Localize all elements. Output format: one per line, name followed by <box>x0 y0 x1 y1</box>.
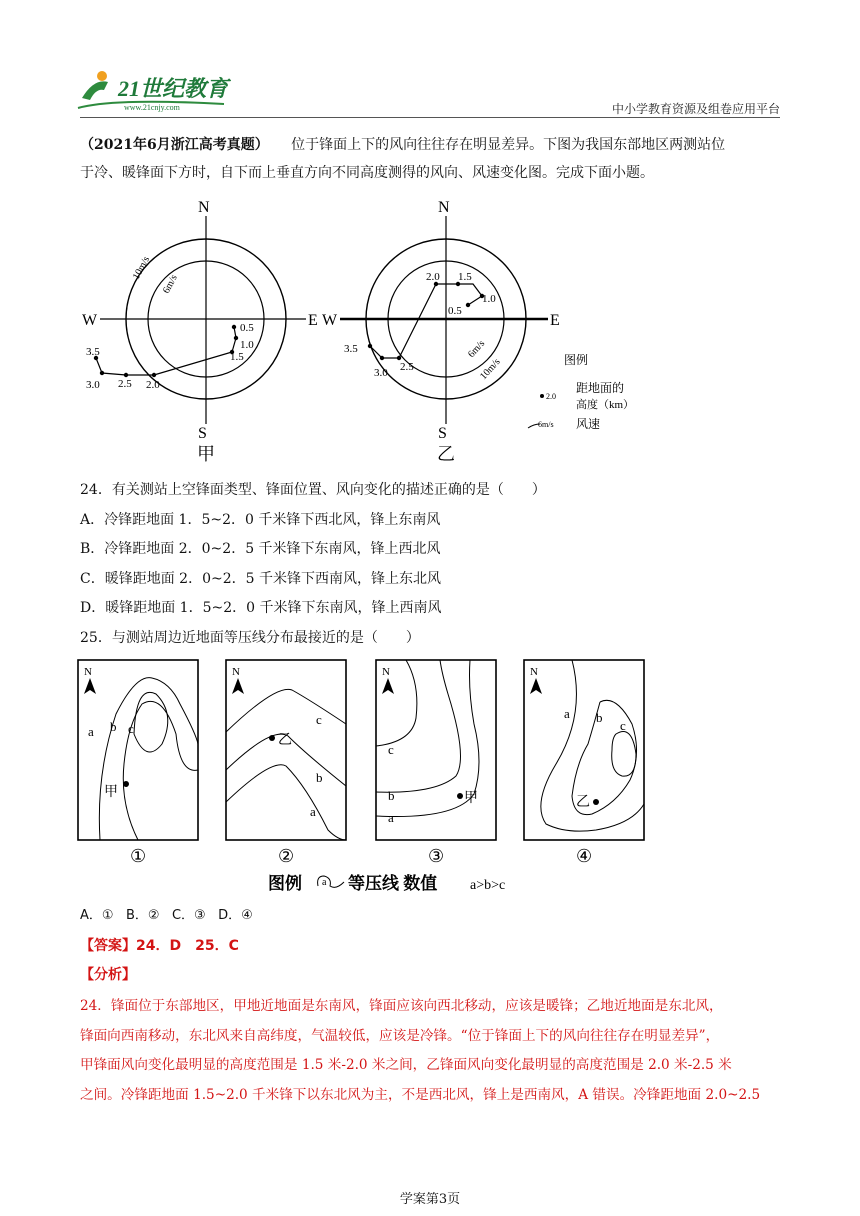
yi-e-label: E <box>550 312 560 329</box>
q24-option-a[interactable]: A．冷锋距地面 1．5~2．0 千米锋下西北风，锋上东南风 <box>80 511 441 528</box>
svg-text:b: b <box>110 719 117 734</box>
wind-legend <box>528 352 634 431</box>
svg-text:a>b>c: a>b>c <box>470 878 506 893</box>
q24-stem: 24．有关测站上空锋面类型、锋面位置、风向变化的描述正确的是（ ） <box>80 482 546 498</box>
svg-text:b: b <box>596 710 603 725</box>
analysis-line-3: 甲锋面风向变化最明显的高度范围是 1.5 米-2.0 米之间，乙锋面风向变化最明显的高度范围是 2.0 米-2.5 米 <box>80 1057 732 1073</box>
svg-text:c: c <box>128 721 134 736</box>
svg-text:等压线 数值: 等压线 数值 <box>348 874 438 893</box>
yi-h-5: 3.0 <box>374 367 388 379</box>
yi-w-label: W <box>322 312 338 329</box>
legend-dot-value: 2.0 <box>546 392 556 401</box>
legend-dot-desc-2: 高度（km） <box>576 399 635 411</box>
yi-label: 乙 <box>437 444 455 464</box>
site-name: 中小学教育资源及组卷应用平台 <box>611 102 780 116</box>
svg-text:N: N <box>530 666 538 678</box>
intro-line1: 位于锋面上下的风向往往存在明显差异。下图为我国东部地区两测站位 <box>291 137 726 153</box>
yi-h-0: 0.5 <box>448 305 462 317</box>
jia-n-label: N <box>198 199 210 216</box>
jia-e-label: E <box>308 312 318 329</box>
jia-h-6: 3.5 <box>86 346 100 358</box>
answer-text: 24．D 25．C <box>136 938 239 954</box>
analysis-line-4: 之间。冷锋距地面 1.5~2.0 千米锋下以东北风为主，不是西北风，锋上是西南风，A 错误。冷锋距地面 2.0~2.5 <box>80 1086 761 1103</box>
logo-text: 21世纪教育 <box>118 76 229 101</box>
yi-n-label: N <box>438 199 450 216</box>
svg-text:②: ② <box>278 846 295 866</box>
q25-options <box>80 902 780 930</box>
logo-url: www.21cnjy.com <box>124 103 180 112</box>
svg-text:乙: 乙 <box>278 733 292 748</box>
svg-text:c: c <box>620 718 626 733</box>
svg-text:b: b <box>316 770 323 785</box>
svg-text:甲: 甲 <box>464 791 478 806</box>
yi-ring-inner-label: 6m/s <box>466 338 488 361</box>
analysis-line-1: 24．锋面位于东部地区，甲地近地面是东南风，锋面应该向西北移动，应该是暖锋；乙地近地面是东北风， <box>80 998 723 1014</box>
isobar-map-4[interactable] <box>524 660 644 866</box>
analysis-body <box>80 992 780 1110</box>
jia-w-label: W <box>82 312 98 329</box>
jia-h-3: 2.0 <box>146 379 160 391</box>
jia-h-0: 0.5 <box>240 322 254 334</box>
legend-dot-desc-1: 距地面的 <box>576 381 625 395</box>
jia-h-1: 1.0 <box>240 339 254 351</box>
question-24 <box>80 476 780 653</box>
answer-label: 【答案】 <box>80 938 136 954</box>
legend-title: 图例 <box>564 353 589 367</box>
svg-text:④: ④ <box>576 846 593 866</box>
yi-h-6: 3.5 <box>344 343 358 355</box>
jia-ring-inner-label: 6m/s <box>160 273 180 296</box>
q25-option-c[interactable]: C．③ <box>171 908 206 923</box>
wind-chart-jia <box>82 199 318 464</box>
svg-text:图例: 图例 <box>268 874 302 893</box>
yi-h-4: 2.5 <box>400 361 414 373</box>
q24-option-c[interactable]: C．暖锋距地面 2．0~2．5 千米锋下西南风，锋上东北风 <box>80 570 441 587</box>
yi-h-1: 1.0 <box>482 293 496 305</box>
jia-h-5: 3.0 <box>86 379 100 391</box>
svg-text:a: a <box>388 810 394 825</box>
jia-ring-outer-label: 10m/s <box>130 254 153 282</box>
svg-text:a: a <box>310 804 316 819</box>
jia-h-4: 2.5 <box>118 378 132 390</box>
yi-h-2: 1.5 <box>458 271 472 283</box>
yi-ring-outer-label: 10m/s <box>478 356 503 383</box>
answer-line <box>80 932 780 960</box>
yi-s-label: S <box>438 425 447 442</box>
svg-text:甲: 甲 <box>104 785 118 800</box>
q25-option-a[interactable]: A．① <box>80 908 114 923</box>
page-footer: 学案第3页 <box>399 1192 461 1207</box>
jia-h-2: 1.5 <box>230 351 244 363</box>
q25-option-d[interactable]: D．④ <box>218 908 253 923</box>
wind-chart-yi <box>322 199 560 464</box>
isobar-maps <box>76 654 656 894</box>
svg-text:a: a <box>88 724 94 739</box>
isobar-map-2[interactable] <box>226 660 346 866</box>
intro-line2: 于冷、暖锋面下方时，自下而上垂直方向不同高度测得的风向、风速变化图。完成下面小题。 <box>80 165 654 181</box>
legend-speed-value: 6m/s <box>538 420 554 429</box>
analysis-line-2: 锋面向西南移动，东北风来自高纬度，气温较低，应该是冷锋。“位于锋面上下的风向往往存在明显差异”， <box>80 1027 720 1044</box>
legend-speed-desc: 风速 <box>576 417 601 431</box>
analysis-label: 【分析】 <box>80 967 136 983</box>
intro-source: （2021年6月浙江高考真题） <box>80 137 269 153</box>
svg-text:①: ① <box>130 846 147 866</box>
isobar-map-1[interactable] <box>78 660 198 866</box>
svg-text:乙: 乙 <box>576 795 590 810</box>
q24-option-b[interactable]: B．冷锋距地面 2．0~2．5 千米锋下东南风，锋上西北风 <box>80 541 441 557</box>
svg-text:③: ③ <box>428 846 445 866</box>
svg-text:N: N <box>382 666 390 678</box>
isobar-map-3[interactable] <box>376 660 496 866</box>
svg-text:N: N <box>84 666 92 678</box>
intro <box>80 131 780 187</box>
q25-option-b[interactable]: B．② <box>125 908 160 923</box>
yi-h-3: 2.0 <box>426 271 440 283</box>
jia-s-label: S <box>198 425 207 442</box>
jia-label: 甲 <box>197 444 215 464</box>
svg-text:a: a <box>322 877 327 888</box>
svg-text:a: a <box>564 706 570 721</box>
site-logo <box>74 68 234 114</box>
q24-option-d[interactable]: D．暖锋距地面 1．5~2．0 千米锋下东南风，锋上西南风 <box>80 600 442 616</box>
svg-text:N: N <box>232 666 240 678</box>
header-divider <box>80 117 780 118</box>
svg-text:c: c <box>388 742 394 757</box>
svg-text:b: b <box>388 788 395 803</box>
svg-text:c: c <box>316 712 322 727</box>
isobar-legend <box>268 873 505 893</box>
wind-figure <box>76 192 676 472</box>
q25-stem: 25．与测站周边近地面等压线分布最接近的是（ ） <box>80 629 420 646</box>
